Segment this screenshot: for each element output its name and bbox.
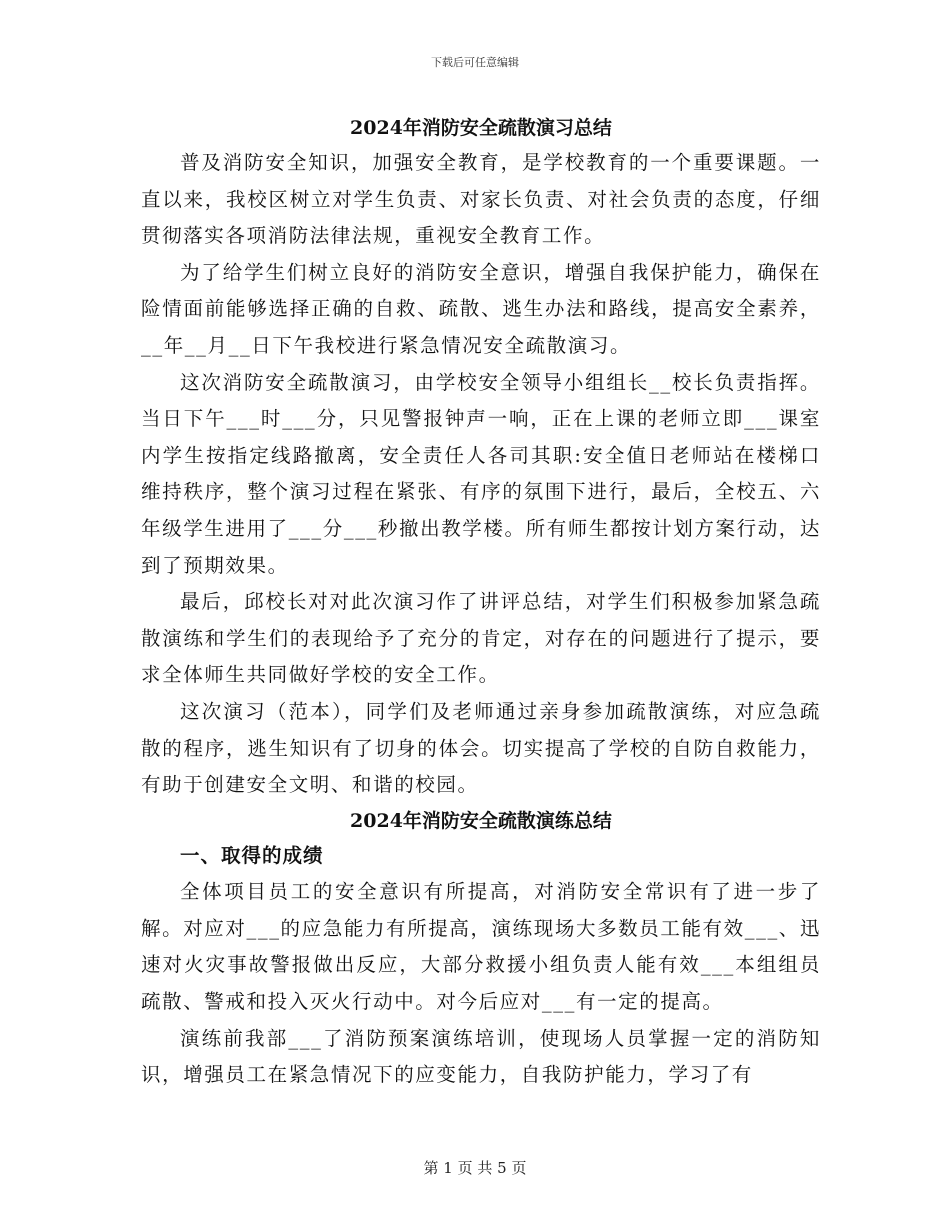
paragraph: 全体项目员工的安全意识有所提高，对消防安全常识有了进一步了解。对应对___的应急能力有所提高，演练现场大多数员工能有效___、迅速对火灾事故警报做出反应，大部分救援小组负责人能有效___本组组员疏散、警戒和投入灭火行动中。对今后应对___有一定的提高。 [141,880,822,1014]
paragraph: 为了给学生们树立良好的消防安全意识，增强自我保护能力，确保在险情面前能够选择正确的自救、疏散、逃生办法和路线，提高安全素养，__年__月__日下午我校进行紧急情况安全疏散演习。 [141,260,821,357]
paragraph: 最后，邱校长对对此次演习作了讲评总结，对学生们积极参加紧急疏散演练和学生们的表现给予了充分的肯定，对存在的问题进行了提示，要求全体师生共同做好学校的安全工作。 [141,590,821,687]
paragraph: 这次消防安全疏散演习，由学校安全领导小组组长__校长负责指挥。当日下午___时___分，只见警报钟声一响，正在上课的老师立即___课室内学生按指定线路撤离，安全责任人各司其职:安全值日老师站在楼梯口维持秩序，整个演习过程在紧张、有序的氛围下进行，最后，全校五、六年级学生进用了___分___秒撤出教学楼。所有师生都按计划方案行动，达到了预期效果。 [141,370,822,577]
paragraph: 演练前我部___了消防预案演练培训，使现场人员掌握一定的消防知识，增强员工在紧急情况下的应变能力，自我防护能力，学习了有 [141,1026,821,1087]
page-number: 第 1 页 共 5 页 [423,1159,527,1177]
section-heading: 一、取得的成绩 [180,843,324,867]
header-note: 下载后可任意编辑 [431,56,519,69]
paragraph: 这次演习（范本），同学们及老师通过亲身参加疏散演练，对应急疏散的程序，逃生知识有了切身的体会。切实提高了学校的自防自救能力，有助于创建安全文明、和谐的校园。 [141,699,821,797]
document-title: 2024年消防安全疏散演习总结 [350,117,612,139]
section-title: 2024年消防安全疏散演练总结 [350,809,612,832]
paragraph: 普及消防安全知识，加强安全教育，是学校教育的一个重要课题。一直以来，我校区树立对学生负责、对家长负责、对社会负责的态度，仔细贯彻落实各项消防法律法规，重视安全教育工作。 [141,151,821,248]
document-body [141,111,821,1094]
